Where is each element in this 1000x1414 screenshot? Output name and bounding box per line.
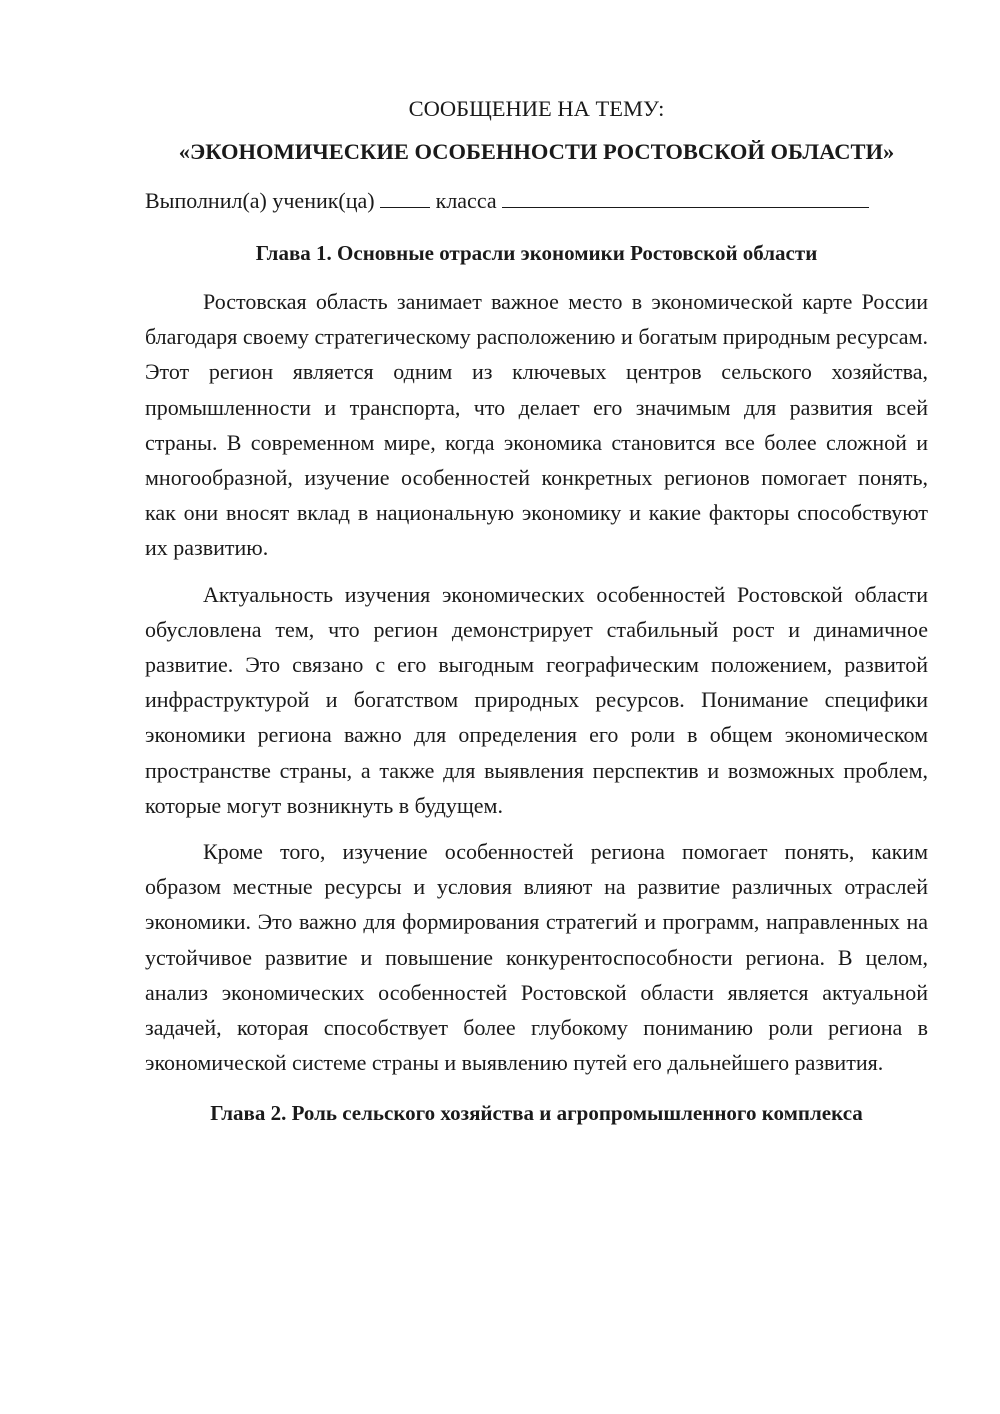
chapter-2-heading: Глава 2. Роль сельского хозяйства и агропромышленного комплекса bbox=[210, 1101, 863, 1126]
chapter-1-paragraph-3: Кроме того, изучение особенностей региона помогает понять, каким образом местные ресурсы и условия влияют на развитие различных отраслей экономики. Это важно для формирования стратегий и программ, направленных на устойчивое развитие и повышение конкурентоспособности региона. В целом, анализ экономических особенностей Ростовской области является актуальной задачей, которая способствует более глубокому пониманию роли региона в экономической системе страны и выявлению путей его дальнейшего развития. bbox=[145, 839, 928, 1076]
document-subtitle: «ЭКОНОМИЧЕСКИЕ ОСОБЕННОСТИ РОСТОВСКОЙ ОБЛАСТИ» bbox=[178, 139, 895, 164]
chapter-1-paragraph-1: Ростовская область занимает важное место в экономической карте России благодаря своему стратегическому расположению и богатым природным ресурсам. Этот регион является одним из ключевых центров сельского хозяйства, промышленности и транспорта, что делает его значимым для развития всей страны. В современном мире, когда экономика становится все более сложной и многообразной, изучение особенностей конкретных регионов помогает понять, как они вносят вклад в национальную экономику и какие факторы способствуют их развитию. bbox=[145, 289, 928, 561]
document-page bbox=[145, 94, 928, 1128]
author-line bbox=[145, 186, 928, 216]
grade-blank bbox=[380, 187, 430, 208]
chapter-1-heading: Глава 1. Основные отрасли экономики Ростовской области bbox=[255, 241, 818, 265]
class-blank bbox=[502, 187, 869, 208]
author-middle: класса bbox=[435, 188, 497, 213]
document-title: СООБЩЕНИЕ НА ТЕМУ: bbox=[408, 96, 665, 121]
chapter-1-paragraph-2: Актуальность изучения экономических особенностей Ростовской области обусловлена тем, что регион демонстрирует стабильный рост и динамичное развитие. Это связано с его выгодным географическим положением, развитой инфраструктурой и богатством природных ресурсов. Понимание специфики экономики региона важно для определения его роли в общем экономическом пространстве страны, а также для выявления перспектив и возможных проблем, которые могут возникнуть в будущем. bbox=[145, 581, 928, 818]
author-prefix: Выполнил(а) ученик(ца) bbox=[145, 188, 375, 213]
